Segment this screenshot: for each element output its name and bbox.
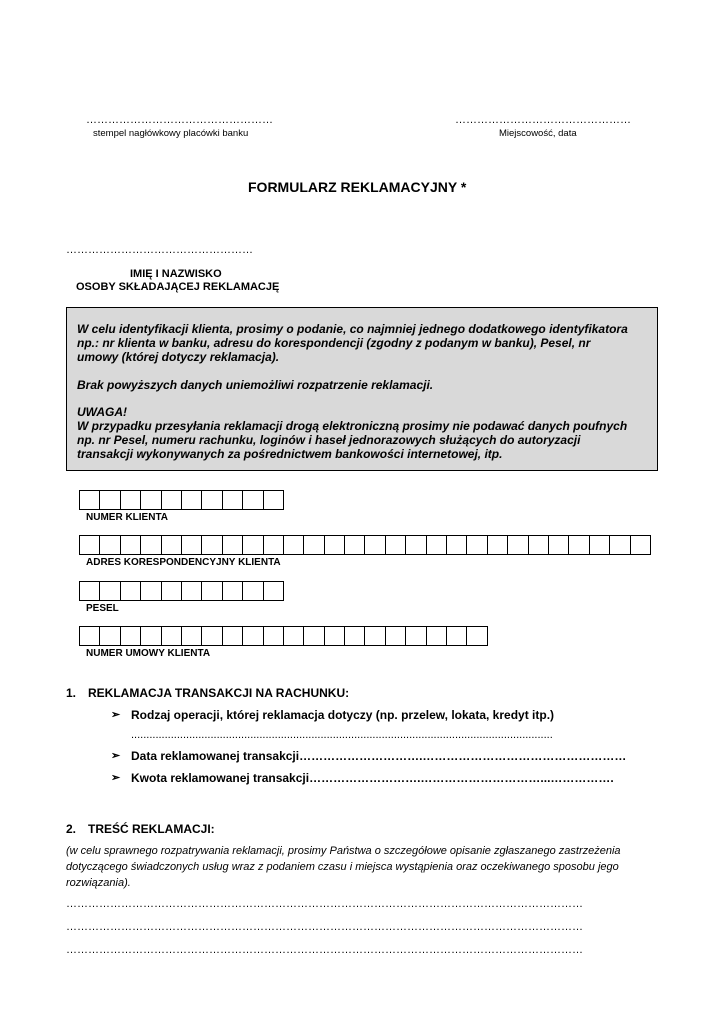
character-cell[interactable]	[182, 581, 202, 601]
character-cell[interactable]	[508, 535, 528, 555]
character-cell[interactable]	[345, 535, 365, 555]
character-cell[interactable]	[631, 535, 651, 555]
character-cell[interactable]	[467, 535, 487, 555]
character-cell[interactable]	[243, 581, 263, 601]
operation-type-label: Rodzaj operacji, której reklamacja dotyczy (np. przelew, lokata, kredyt itp.)	[131, 708, 555, 722]
character-cell[interactable]	[427, 626, 447, 646]
pesel-label: PESEL	[86, 603, 119, 614]
character-cell[interactable]	[406, 626, 426, 646]
character-cell[interactable]	[121, 626, 141, 646]
section2-number: 2.	[66, 822, 77, 836]
character-cell[interactable]	[610, 535, 630, 555]
character-cell[interactable]	[223, 490, 243, 510]
character-cell[interactable]	[264, 581, 284, 601]
place-date-caption: Miejscowość, data	[499, 128, 577, 139]
character-cell[interactable]	[264, 535, 284, 555]
character-cell[interactable]	[243, 626, 263, 646]
character-cell[interactable]	[182, 626, 202, 646]
name-label-line1: IMIĘ I NAZWISKO	[130, 268, 222, 280]
character-cell[interactable]	[162, 626, 182, 646]
character-cell[interactable]	[243, 535, 263, 555]
character-cell[interactable]	[121, 581, 141, 601]
uwaga-text: W przypadku przesyłania reklamacji drogą elektroniczną prosimy nie podawać danych poufnych	[77, 419, 628, 433]
transaction-amount-field[interactable]: Kwota reklamowanej transakcji……………………….…………………………...…………….	[131, 771, 614, 785]
character-cell[interactable]	[80, 535, 100, 555]
character-cell[interactable]	[447, 626, 467, 646]
character-cell[interactable]	[80, 581, 100, 601]
character-cell[interactable]	[141, 535, 161, 555]
character-cell[interactable]	[162, 581, 182, 601]
character-cell[interactable]	[141, 626, 161, 646]
character-cell[interactable]	[304, 535, 324, 555]
character-cell[interactable]	[243, 490, 263, 510]
character-cell[interactable]	[529, 535, 549, 555]
character-cell[interactable]	[223, 626, 243, 646]
character-cell[interactable]	[223, 581, 243, 601]
character-cell[interactable]	[447, 535, 467, 555]
address-input[interactable]	[79, 535, 651, 555]
bullet-arrow-icon: ➢	[111, 750, 121, 762]
character-cell[interactable]	[202, 581, 222, 601]
character-cell[interactable]	[569, 535, 589, 555]
character-cell[interactable]	[365, 626, 385, 646]
operation-type-field[interactable]: ..........................................................................................................................................	[131, 729, 553, 741]
info-text: np.: nr klienta w banku, adresu do korespondencji (zgodny z podanym w banku), Pesel, nr	[77, 336, 591, 350]
character-cell[interactable]	[182, 535, 202, 555]
character-cell[interactable]	[80, 490, 100, 510]
character-cell[interactable]	[162, 535, 182, 555]
section1-heading: REKLAMACJA TRANSAKCJI NA RACHUNKU:	[88, 686, 350, 700]
character-cell[interactable]	[590, 535, 610, 555]
identification-info-box	[66, 307, 658, 471]
character-cell[interactable]	[284, 535, 304, 555]
character-cell[interactable]	[100, 535, 120, 555]
uwaga-text: transakcji wykonywanych za pośrednictwem bankowości internetowej, itp.	[77, 447, 503, 461]
complaint-line[interactable]: ……………………………………………………………………………………………………………………………	[66, 944, 583, 956]
contract-number-label: NUMER UMOWY KLIENTA	[86, 648, 211, 659]
character-cell[interactable]	[141, 490, 161, 510]
transaction-date-field[interactable]: Data reklamowanej transakcji………………………….……………………………………………	[131, 749, 627, 763]
character-cell[interactable]	[488, 535, 508, 555]
character-cell[interactable]	[182, 490, 202, 510]
character-cell[interactable]	[202, 626, 222, 646]
character-cell[interactable]	[365, 535, 385, 555]
character-cell[interactable]	[202, 535, 222, 555]
info-warning: Brak powyższych danych uniemożliwi rozpatrzenie reklamacji.	[77, 378, 434, 392]
character-cell[interactable]	[100, 490, 120, 510]
client-number-input[interactable]	[79, 490, 284, 510]
character-cell[interactable]	[100, 581, 120, 601]
character-cell[interactable]	[406, 535, 426, 555]
bullet-arrow-icon: ➢	[111, 709, 121, 721]
character-cell[interactable]	[467, 626, 487, 646]
character-cell[interactable]	[121, 490, 141, 510]
pesel-input[interactable]	[79, 581, 284, 601]
bank-stamp-dots: ……………………………………………	[86, 114, 273, 126]
character-cell[interactable]	[80, 626, 100, 646]
contract-number-input[interactable]	[79, 626, 488, 646]
character-cell[interactable]	[141, 581, 161, 601]
form-title: FORMULARZ REKLAMACYJNY *	[248, 179, 467, 195]
character-cell[interactable]	[100, 626, 120, 646]
bullet-arrow-icon: ➢	[111, 772, 121, 784]
info-text: umowy (której dotyczy reklamacja).	[77, 350, 280, 364]
character-cell[interactable]	[386, 535, 406, 555]
bank-stamp-caption: stempel nagłówkowy placówki banku	[93, 128, 249, 139]
character-cell[interactable]	[325, 626, 345, 646]
character-cell[interactable]	[264, 626, 284, 646]
section2-heading: TREŚĆ REKLAMACJI:	[88, 822, 215, 836]
place-date-dots: …………………………………………	[455, 114, 631, 126]
name-dots: ……………………………………………	[66, 244, 253, 256]
character-cell[interactable]	[162, 490, 182, 510]
character-cell[interactable]	[121, 535, 141, 555]
character-cell[interactable]	[202, 490, 222, 510]
character-cell[interactable]	[386, 626, 406, 646]
complaint-line[interactable]: ……………………………………………………………………………………………………………………………	[66, 921, 583, 933]
complaint-line[interactable]: ……………………………………………………………………………………………………………………………	[66, 898, 583, 910]
uwaga-text: np. nr Pesel, numeru rachunku, loginów i haseł jednorazowych służących do autoryzacji	[77, 433, 581, 447]
address-label: ADRES KORESPONDENCYJNY KLIENTA	[86, 557, 281, 568]
character-cell[interactable]	[223, 535, 243, 555]
complaint-instructions: (w celu sprawnego rozpatrywania reklamacji, prosimy Państwa o szczegółowe opisanie zgłaszanego zastrzeżenia dotyczącego świadczonych usług wraz z podaniem czasu i miejsca wystąpienia oraz oczekiwanego sposobu jego rozwiązania).	[66, 845, 621, 889]
section1-number: 1.	[66, 686, 77, 700]
name-label-line2: OSOBY SKŁADAJĄCEJ REKLAMACJĘ	[76, 281, 280, 293]
character-cell[interactable]	[325, 535, 345, 555]
character-cell[interactable]	[427, 535, 447, 555]
client-number-label: NUMER KLIENTA	[86, 512, 169, 523]
character-cell[interactable]	[284, 626, 304, 646]
character-cell[interactable]	[549, 535, 569, 555]
info-text: W celu identyfikacji klienta, prosimy o podanie, co najmniej jednego dodatkowego identyfikatora	[77, 322, 628, 336]
character-cell[interactable]	[304, 626, 324, 646]
character-cell[interactable]	[345, 626, 365, 646]
uwaga-heading: UWAGA!	[77, 405, 127, 419]
character-cell[interactable]	[264, 490, 284, 510]
